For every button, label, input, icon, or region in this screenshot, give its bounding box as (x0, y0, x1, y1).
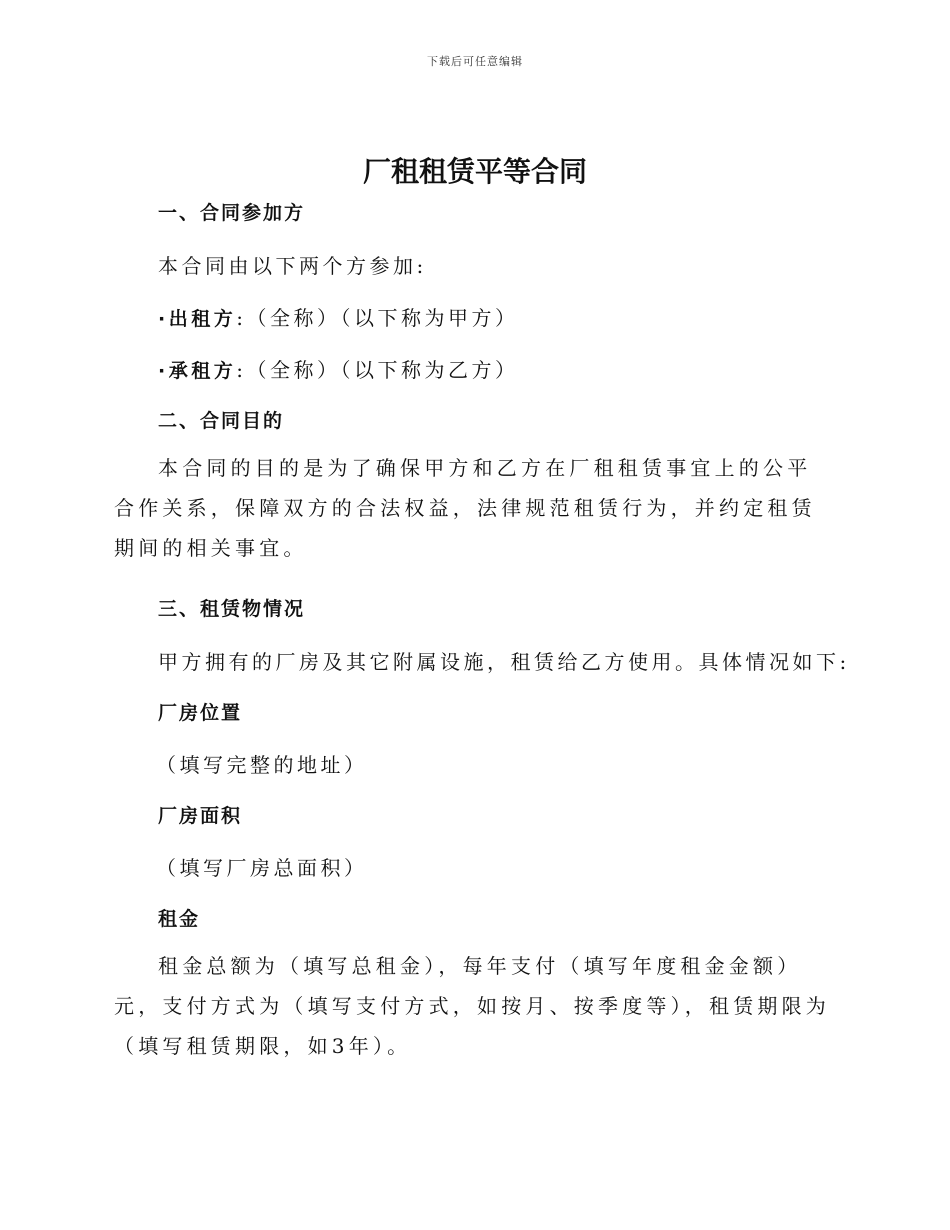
section-3-heading: 三、租赁物情况 (158, 598, 306, 620)
lessee-line (158, 354, 518, 383)
lessor-line (158, 302, 518, 331)
document-title: 厂租租赁平等合同 (362, 155, 587, 188)
section-2-heading: 二、合同目的 (158, 410, 285, 432)
area-text: （填写厂房总面积） (156, 856, 368, 880)
section-1-intro: 本合同由以下两个方参加: (158, 254, 427, 278)
area-heading: 厂房面积 (158, 805, 243, 827)
location-heading: 厂房位置 (158, 702, 243, 724)
section-1-heading: 一、合同参加方 (158, 202, 306, 224)
lessee-label: ·承租方 (158, 360, 237, 382)
rent-heading: 租金 (158, 908, 201, 930)
rent-body: 租金总额为（填写总租金），每年支付（填写年度租金金额）元，支付方式为（填写支付方式，如按月、按季度等），租赁期限为（填写租赁期限，如3年）。 (114, 954, 830, 1058)
lessor-label: ·出租方 (158, 308, 237, 330)
lessee-text: :（全称）（以下称为乙方） (236, 358, 519, 382)
section-2-body: 本合同的目的是为了确保甲方和乙方在厂租租赁事宜上的公平合作关系，保障双方的合法权益，法律规范租赁行为，并约定租赁期间的相关事宜。 (114, 456, 816, 560)
page-header: 下载后可任意编辑 (427, 55, 523, 68)
location-text: （填写完整的地址） (156, 753, 368, 777)
lessor-text: :（全称）（以下称为甲方） (236, 306, 519, 330)
section-3-intro: 甲方拥有的厂房及其它附属设施，租赁给乙方使用。具体情况如下: (158, 650, 850, 674)
